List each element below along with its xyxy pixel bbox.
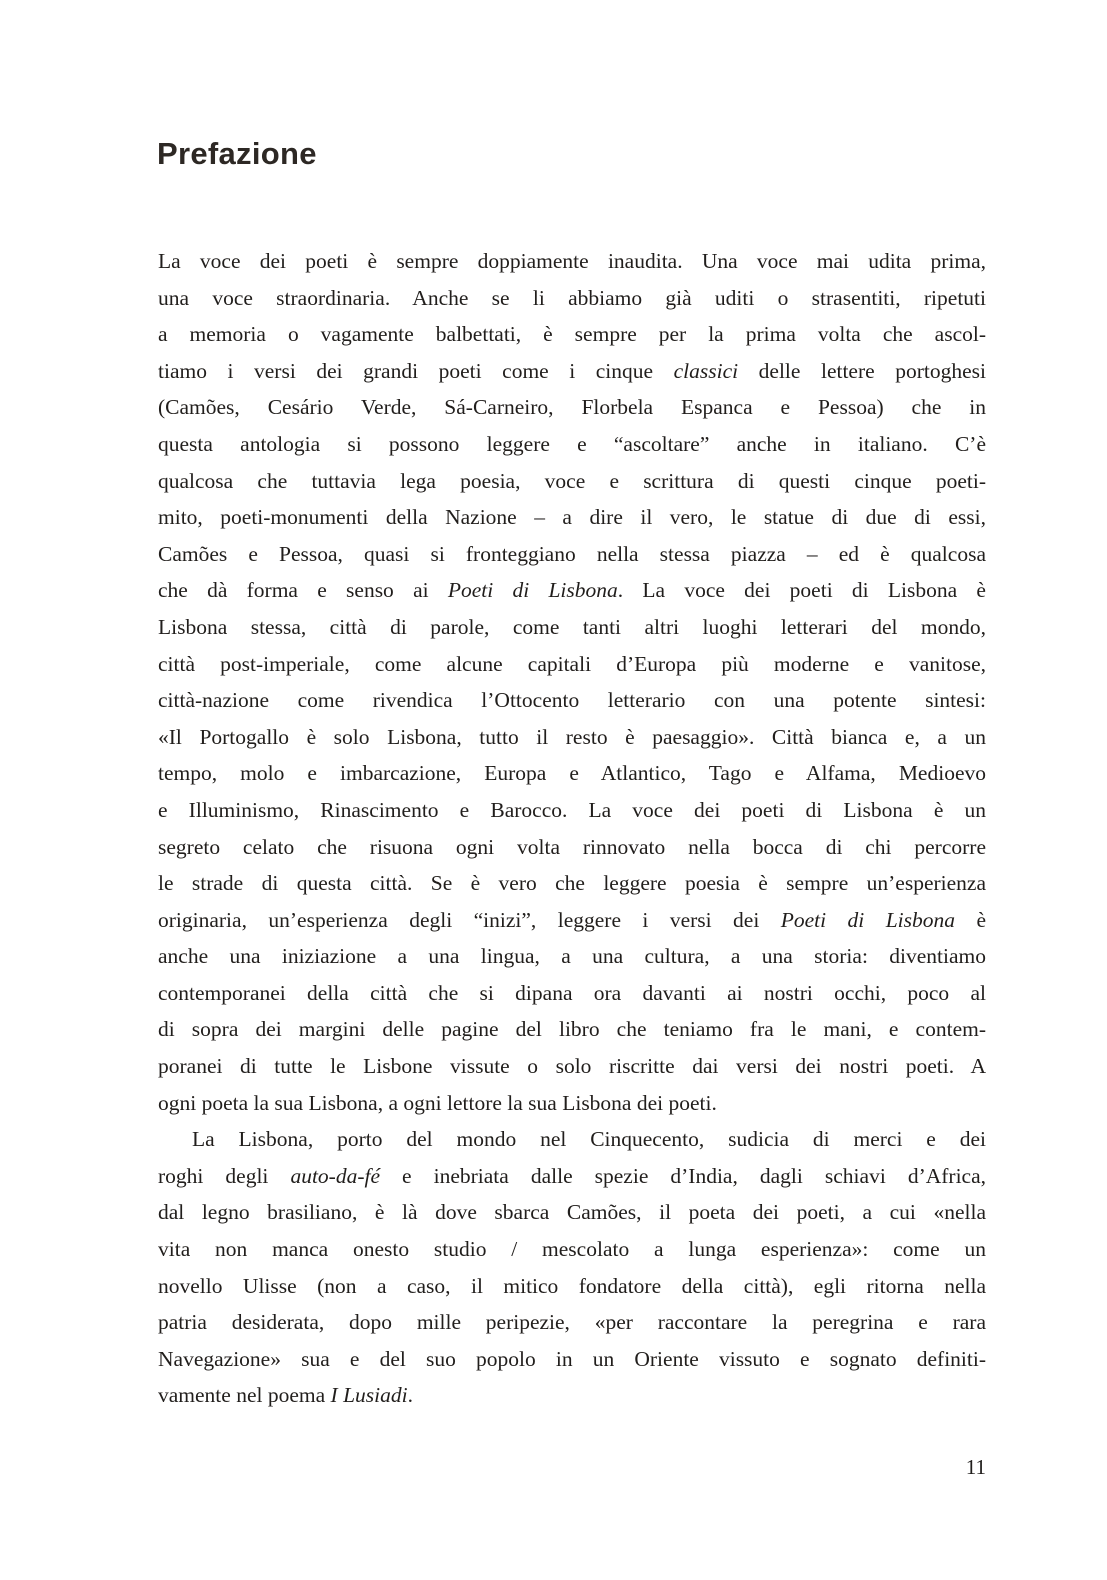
text-line: [158, 755, 986, 792]
text-line: [158, 463, 986, 500]
text-run: qualcosa che tuttavia lega poesia, voce e scrittura di questi cinque poeti-: [158, 468, 986, 493]
text-line: [158, 902, 986, 939]
text-run: questa antologia si possono leggere e “ascoltare” anche in italiano. C’è: [158, 431, 986, 456]
text-run: poranei di tutte le Lisbone vissute o solo riscritte dai versi dei nostri poeti. A: [158, 1054, 986, 1079]
text-run: una voce straordinaria. Anche se li abbiamo già uditi o strasentiti, ripetuti: [158, 285, 986, 310]
text-run: La voce dei poeti è sempre doppiamente inaudita. Una voce mai udita prima,: [158, 249, 986, 273]
text-line: [158, 719, 986, 756]
text-run: di sopra dei margini delle pagine del libro che teniamo fra le mani, e contem-: [158, 1017, 986, 1042]
text-line: [158, 646, 986, 683]
text-run: città-nazione come rivendica l’Ottocento letterario con una potente sintesi:: [158, 688, 986, 713]
text-run: tiamo i versi dei grandi poeti come i cinque: [158, 358, 674, 383]
text-run: originaria, un’esperienza degli “inizi”, leggere i versi dei: [158, 907, 781, 932]
text-run: delle lettere portoghesi: [738, 358, 986, 383]
text-line: [158, 426, 986, 463]
text-run: e Illuminismo, Rinascimento e Barocco. La voce dei poeti di Lisbona è un: [158, 797, 986, 822]
text-run: . La voce dei poeti di Lisbona è: [617, 578, 986, 603]
text-line: [158, 499, 986, 536]
text-run: dal legno brasiliano, è là dove sbarca Camões, il poeta dei poeti, a cui «nella: [158, 1200, 986, 1225]
text-run: contemporanei della città che si dipana ora davanti ai nostri occhi, poco al: [158, 980, 986, 1005]
text-line: [158, 1377, 986, 1414]
text-line: [158, 792, 986, 829]
text-run: anche una iniziazione a una lingua, a una cultura, a una storia: diventiamo: [158, 944, 986, 969]
text-run: Navegazione» sua e del suo popolo in un Oriente vissuto e sognato definiti-: [158, 1346, 986, 1371]
text-line: [158, 975, 986, 1012]
text-run: novello Ulisse (non a caso, il mitico fondatore della città), egli ritorna nella: [158, 1273, 986, 1298]
text-run: ogni poeta la sua Lisbona, a ogni lettore la sua Lisbona dei poeti.: [158, 1090, 717, 1115]
text-run: a memoria o vagamente balbettati, è sempre per la prima volta che ascol-: [158, 322, 986, 347]
text-run: e inebriata dalle spezie d’India, dagli schiavi d’Africa,: [380, 1163, 987, 1188]
text-run: (Camões, Cesário Verde, Sá-Carneiro, Florbela Espanca e Pessoa) che in: [158, 395, 986, 420]
text-run: patria desiderata, dopo mille peripezie, «per raccontare la peregrina e rara: [158, 1310, 986, 1335]
text-line: [158, 1304, 986, 1341]
italic-text-run: Poeti di Lisbona: [780, 907, 956, 932]
italic-text-run: Poeti di Lisbona: [447, 578, 618, 603]
text-run: che dà forma e senso ai: [158, 578, 448, 603]
italic-text-run: auto-da-fé: [290, 1163, 380, 1188]
text-line: [158, 243, 986, 280]
text-line: [158, 829, 986, 866]
text-line: [158, 1121, 986, 1158]
page-title: Prefazione: [157, 136, 317, 171]
text-line: [158, 1011, 986, 1048]
page-number: 11: [965, 1455, 986, 1479]
text-line: [158, 536, 986, 573]
text-run: «Il Portogallo è solo Lisbona, tutto il resto è paesaggio». Città bianca e, a un: [158, 724, 986, 749]
text-run: mito, poeti-monumenti della Nazione – a dire il vero, le statue di due di essi,: [158, 505, 986, 530]
text-line: [158, 1194, 986, 1231]
text-run: vamente nel poema: [158, 1383, 331, 1408]
text-line: [158, 1048, 986, 1085]
text-line: [158, 353, 986, 390]
text-run: le strade di questa città. Se è vero che leggere poesia è sempre un’esperienza: [158, 871, 986, 896]
text-line: [158, 865, 986, 902]
text-run: è: [955, 907, 986, 932]
text-line: [158, 316, 986, 353]
text-run: tempo, molo e imbarcazione, Europa e Atlantico, Tago e Alfama, Medioevo: [158, 761, 986, 786]
text-run: roghi degli: [158, 1163, 291, 1188]
text-line: [158, 1341, 986, 1378]
body-text: [158, 243, 986, 1414]
text-line: [158, 389, 986, 426]
text-run: La Lisbona, porto del mondo nel Cinquecento, sudicia di merci e dei: [192, 1127, 986, 1152]
text-line: [158, 1268, 986, 1305]
text-run: città post-imperiale, come alcune capitali d’Europa più moderne e vanitose,: [158, 651, 986, 676]
text-line: [158, 280, 986, 317]
text-line: [158, 1085, 986, 1122]
text-line: [158, 572, 986, 609]
text-line: [158, 1158, 986, 1195]
italic-text-run: I Lusiadi: [330, 1383, 408, 1408]
text-run: Camões e Pessoa, quasi si fronteggiano nella stessa piazza – ed è qualcosa: [158, 541, 986, 566]
text-line: [158, 938, 986, 975]
text-run: Lisbona stessa, città di parole, come tanti altri luoghi letterari del mondo,: [158, 614, 986, 639]
text-run: segreto celato che risuona ogni volta rinnovato nella bocca di chi percorre: [158, 834, 986, 859]
text-run: .: [407, 1383, 413, 1408]
text-line: [158, 1231, 986, 1268]
text-line: [158, 609, 986, 646]
text-run: vita non manca onesto studio / mescolato a lunga esperienza»: come un: [158, 1237, 986, 1262]
italic-text-run: classici: [673, 358, 739, 383]
text-line: [158, 682, 986, 719]
